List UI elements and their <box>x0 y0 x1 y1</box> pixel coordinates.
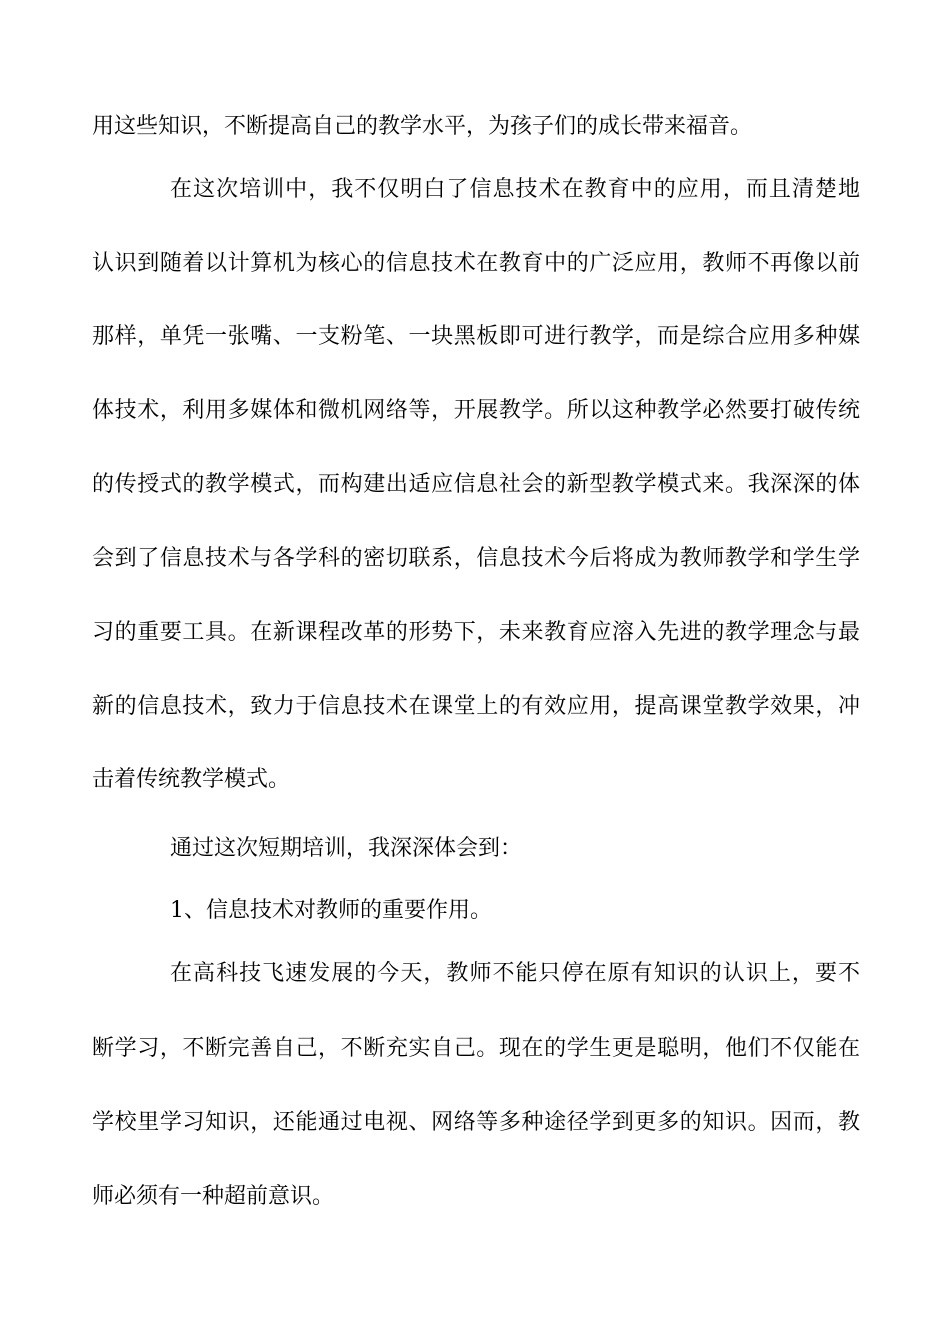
text-line: 在这次培训中，我不仅明白了信息技术在教育中的应用，而且清楚地 <box>170 177 860 202</box>
text-line: 的传授式的教学模式，而构建出适应信息社会的新型教学模式来。我深深的体 <box>92 472 860 497</box>
list-item-heading: 1、信息技术对教师的重要作用。 <box>170 898 492 923</box>
text-line: 学校里学习知识，还能通过电视、网络等多种途径学到更多的知识。因而，教 <box>92 1110 860 1135</box>
text-line: 那样，单凭一张嘴、一支粉笔、一块黑板即可进行教学，而是综合应用多种媒 <box>92 324 860 349</box>
text-line: 体技术，利用多媒体和微机网络等，开展教学。所以这种教学必然要打破传统 <box>92 398 860 423</box>
text-line: 通过这次短期培训，我深深体会到： <box>170 836 523 861</box>
text-line: 师必须有一种超前意识。 <box>92 1184 335 1209</box>
text-line: 在高科技飞速发展的今天，教师不能只停在原有知识的认识上，要不 <box>170 961 860 986</box>
text-line: 新的信息技术，致力于信息技术在课堂上的有效应用，提高课堂教学效果，冲 <box>92 694 860 719</box>
text-line: 习的重要工具。在新课程改革的形势下，未来教育应溶入先进的教学理念与最 <box>92 620 860 645</box>
text-line: 认识到随着以计算机为核心的信息技术在教育中的广泛应用，教师不再像以前 <box>92 251 860 276</box>
text-line: 用这些知识，不断提高自己的教学水平，为孩子们的成长带来福音。 <box>92 114 753 139</box>
text-line: 会到了信息技术与各学科的密切联系，信息技术今后将成为教师教学和学生学 <box>92 546 860 571</box>
text-line: 断学习，不断完善自己，不断充实自己。现在的学生更是聪明，他们不仅能在 <box>92 1036 860 1061</box>
text-line: 击着传统教学模式。 <box>92 767 291 792</box>
